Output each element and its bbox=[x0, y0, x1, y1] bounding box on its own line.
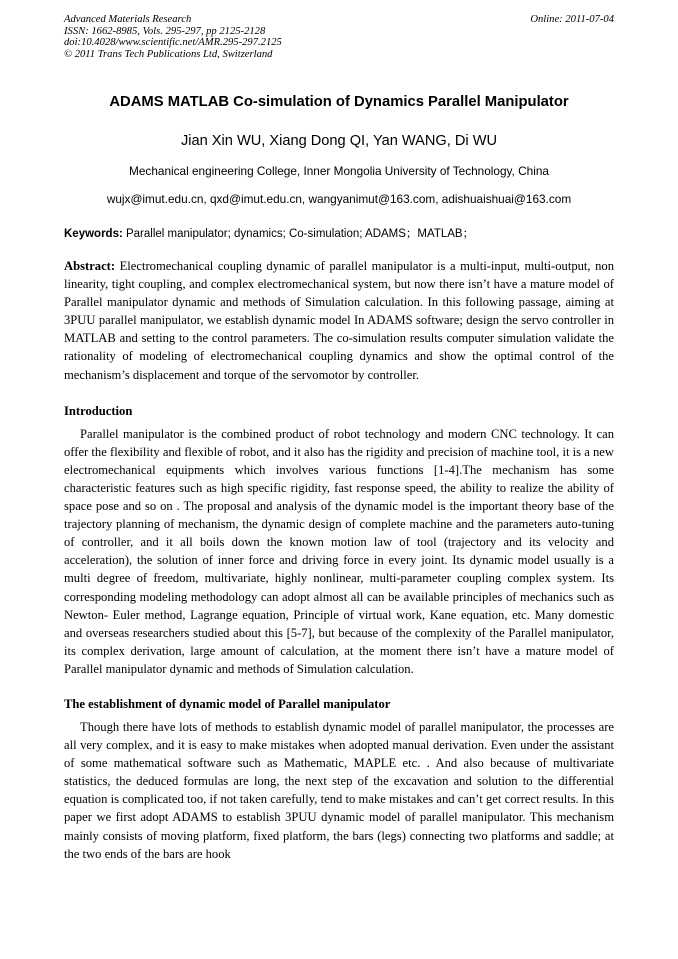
affiliation: Mechanical engineering College, Inner Mongolia University of Technology, China bbox=[129, 164, 549, 178]
author-list: Jian Xin WU, Xiang Dong QI, Yan WANG, Di WU bbox=[180, 133, 498, 149]
abstract-label: Abstract: bbox=[64, 259, 116, 273]
abstract bbox=[64, 257, 614, 384]
introduction-paragraph: Parallel manipulator is the combined product of robot technology and modern CNC technology. It can offer the flexibility and flexible of robot, and it also has the rigidity and precision of machine tool, it is a new electromechanical equipments which involves various functions [1-4].The mechanism has some characteristic features such as high specific rigidity, fast response speed, the ability to realize the ability of space pose and so on . The proposal and analysis of the dynamic model is the important theory base of the trajectory planning of mechanism, the dynamic design of complete machine and the parameters auto-tuning of controller, and it all boils down the known motion law of tool (trajectory and its velocity and acceleration), the solution of inner force and driving force in every joint. Its dynamic model usually is a multi degree of freedom, multivariate, highly nonlinear, multi-parameter coupling complex system. Its corresponding modeling methodology can adopt almost all can be available principles of mechanics such as Newton- Euler method, Lagrange equation, Principle of virtual work, Kane equation, etc. Many domestic and overseas researchers studied about this [5-7], but because of the complexity of the Parallel manipulator, its complex derivation, large amount of calculation, at the moment there isn’t have a mature model of Parallel manipulator dynamic and methods of Simulation calculation. bbox=[64, 426, 614, 676]
keywords-text: Parallel manipulator; dynamics; Co-simulation; ADAMS；MATLAB； bbox=[122, 228, 475, 240]
introduction-heading: Introduction bbox=[64, 403, 133, 418]
paper-page bbox=[64, 14, 614, 863]
keywords bbox=[64, 227, 614, 242]
online-date: Online: 2011-07-04 bbox=[530, 14, 614, 25]
issn-line: ISSN: 1662-8985, Vols. 295-297, pp 2125-2128 bbox=[64, 25, 266, 37]
paper-title: ADAMS MATLAB Co-simulation of Dynamics Parallel Manipulator bbox=[109, 94, 569, 110]
dynamic-model-heading: The establishment of dynamic model of Parallel manipulator bbox=[64, 696, 391, 711]
journal-name: Advanced Materials Research bbox=[64, 14, 192, 25]
author-emails: wujx@imut.edu.cn, qxd@imut.edu.cn, wangyanimut@163.com, adishuaishuai@163.com bbox=[106, 192, 572, 206]
keywords-label: Keywords: bbox=[64, 228, 123, 240]
copyright-line: © 2011 Trans Tech Publications Ltd, Switzerland bbox=[64, 48, 273, 60]
abstract-text: Electromechanical coupling dynamic of parallel manipulator is a multi-input, multi-output, non linearity, tight coupling, and complex electromechanical system, but now there isn’t have a mature model of Parallel manipulator dynamic and methods of Simulation calculation. In this following passage, aiming at 3PUU parallel manipulator, we establish dynamic model In ADAMS software; design the servo controller in MATLAB and setting to the control parameters. The co-simulation results computer simulation validate the rationality of modeling of electromechanical coupling dynamics and show the optimal control of the mechanism’s displacement and torque of the servomotor by controller. bbox=[64, 259, 614, 382]
doi-line: doi:10.4028/www.scientific.net/AMR.295-297.2125 bbox=[64, 37, 282, 48]
journal-header bbox=[64, 14, 614, 60]
dynamic-model-paragraph: Though there have lots of methods to establish dynamic model of parallel manipulator, the processes are all very complex, and it is easy to make mistakes when adopted manual derivation. Even under the assistant of some mathematical software such as Mathematic, MAPLE etc. . And also because of multivariate statistics, the deduced formulas are long, the next step of the excavation and solution to the differential equation is complicated too, if not taken carefully, tend to make mistakes and can’t get correct results. In this paper we first adopt ADAMS to establish 3PUU dynamic model of parallel manipulator. This mechanism mainly consists of moving platform, fixed platform, the bars (legs) connecting two platforms and saddle; at the two ends of the bars are hook bbox=[64, 719, 614, 861]
